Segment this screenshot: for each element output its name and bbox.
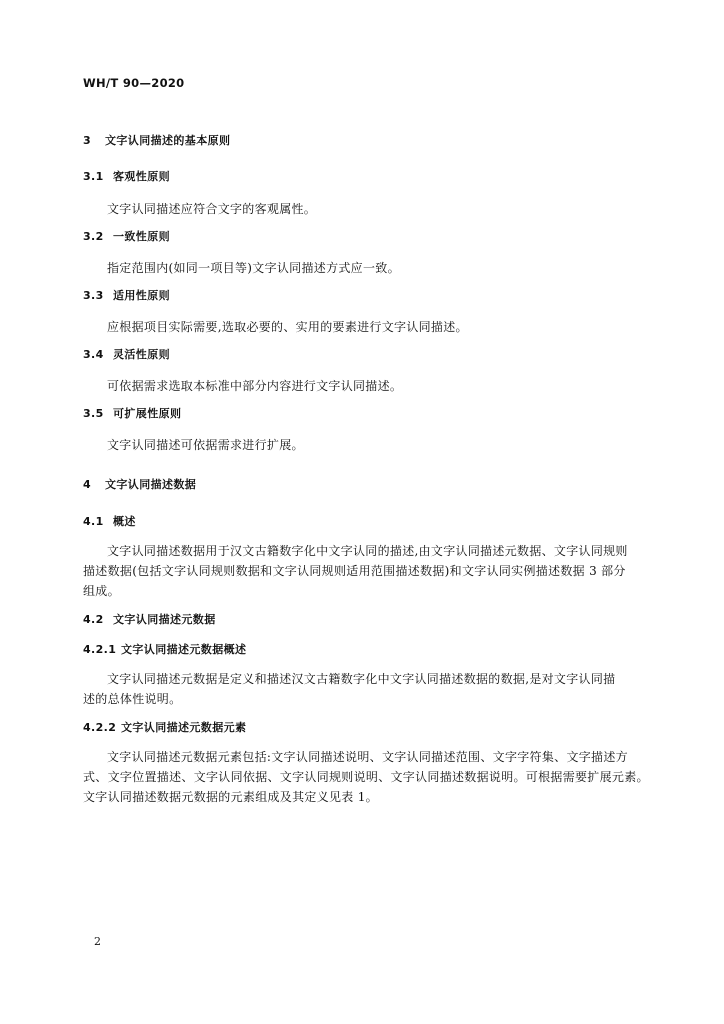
section-title: 灵活性原则 <box>113 348 170 361</box>
section-number: 3.3 <box>83 289 104 302</box>
section-4-2-2-heading <box>83 719 246 735</box>
section-4-2-2-line: 文字认同描述元数据元素包括:文字认同描述说明、文字认同描述范围、文字字符集、文字描述方 <box>107 750 628 764</box>
section-title: 文字认同描述元数据概述 <box>121 643 247 656</box>
section-4-1-line: 组成。 <box>83 584 120 598</box>
section-4-2-heading <box>83 611 216 627</box>
section-title: 文字认同描述元数据 <box>113 613 216 626</box>
standard-code: WH/T 90—2020 <box>83 76 185 90</box>
section-number: 4.2 <box>83 613 104 626</box>
section-title: 文字认同描述元数据元素 <box>121 721 247 734</box>
section-title: 可扩展性原则 <box>113 407 182 420</box>
section-3-3-text: 应根据项目实际需要,选取必要的、实用的要素进行文字认同描述。 <box>107 320 468 334</box>
section-number: 4 <box>83 478 92 491</box>
section-title: 一致性原则 <box>113 230 170 243</box>
section-4-2-2-line: 式、文字位置描述、文字认同依据、文字认同规则说明、文字认同描述数据说明。可根据需要扩展元素。 <box>83 770 649 784</box>
section-3-2-text: 指定范围内(如同一项目等)文字认同描述方式应一致。 <box>107 261 400 275</box>
section-title: 客观性原则 <box>113 170 170 183</box>
section-number: 3 <box>83 134 92 147</box>
section-title: 文字认同描述数据 <box>105 478 197 491</box>
section-number: 4.1 <box>83 515 104 528</box>
section-4-2-1-line: 文字认同描述元数据是定义和描述汉文古籍数字化中文字认同描述数据的数据,是对文字认同描 <box>107 672 616 686</box>
section-3-4-text: 可依据需求选取本标准中部分内容进行文字认同描述。 <box>107 379 403 393</box>
section-3-1-heading <box>83 168 170 184</box>
section-number: 3.4 <box>83 348 104 361</box>
section-number: 4.2.2 <box>83 721 117 734</box>
section-title: 适用性原则 <box>113 289 170 302</box>
section-4-2-2-line: 文字认同描述数据元数据的元素组成及其定义见表 1。 <box>83 790 378 804</box>
section-4-2-1-heading <box>83 641 246 657</box>
section-4-1-heading <box>83 513 136 529</box>
section-4-1-line: 描述数据(包括文字认同规则数据和文字认同规则适用范围描述数据)和文字认同实例描述数据 3 部分 <box>83 564 626 578</box>
section-number: 4.2.1 <box>83 643 117 656</box>
page-number: 2 <box>94 935 101 948</box>
section-number: 3.5 <box>83 407 104 420</box>
section-3-heading <box>83 132 230 148</box>
section-4-heading <box>83 476 196 492</box>
section-title: 概述 <box>113 515 136 528</box>
section-number: 3.2 <box>83 230 104 243</box>
section-4-2-1-line: 述的总体性说明。 <box>83 692 182 706</box>
section-3-2-heading <box>83 228 170 244</box>
section-number: 3.1 <box>83 170 104 183</box>
section-3-5-heading <box>83 405 181 421</box>
section-3-5-text: 文字认同描述可依据需求进行扩展。 <box>107 438 304 452</box>
section-3-3-heading <box>83 287 170 303</box>
section-4-1-line: 文字认同描述数据用于汉文古籍数字化中文字认同的描述,由文字认同描述元数据、文字认同规则 <box>107 544 628 558</box>
section-3-1-text: 文字认同描述应符合文字的客观属性。 <box>107 202 317 216</box>
section-title: 文字认同描述的基本原则 <box>105 134 231 147</box>
section-3-4-heading <box>83 346 170 362</box>
